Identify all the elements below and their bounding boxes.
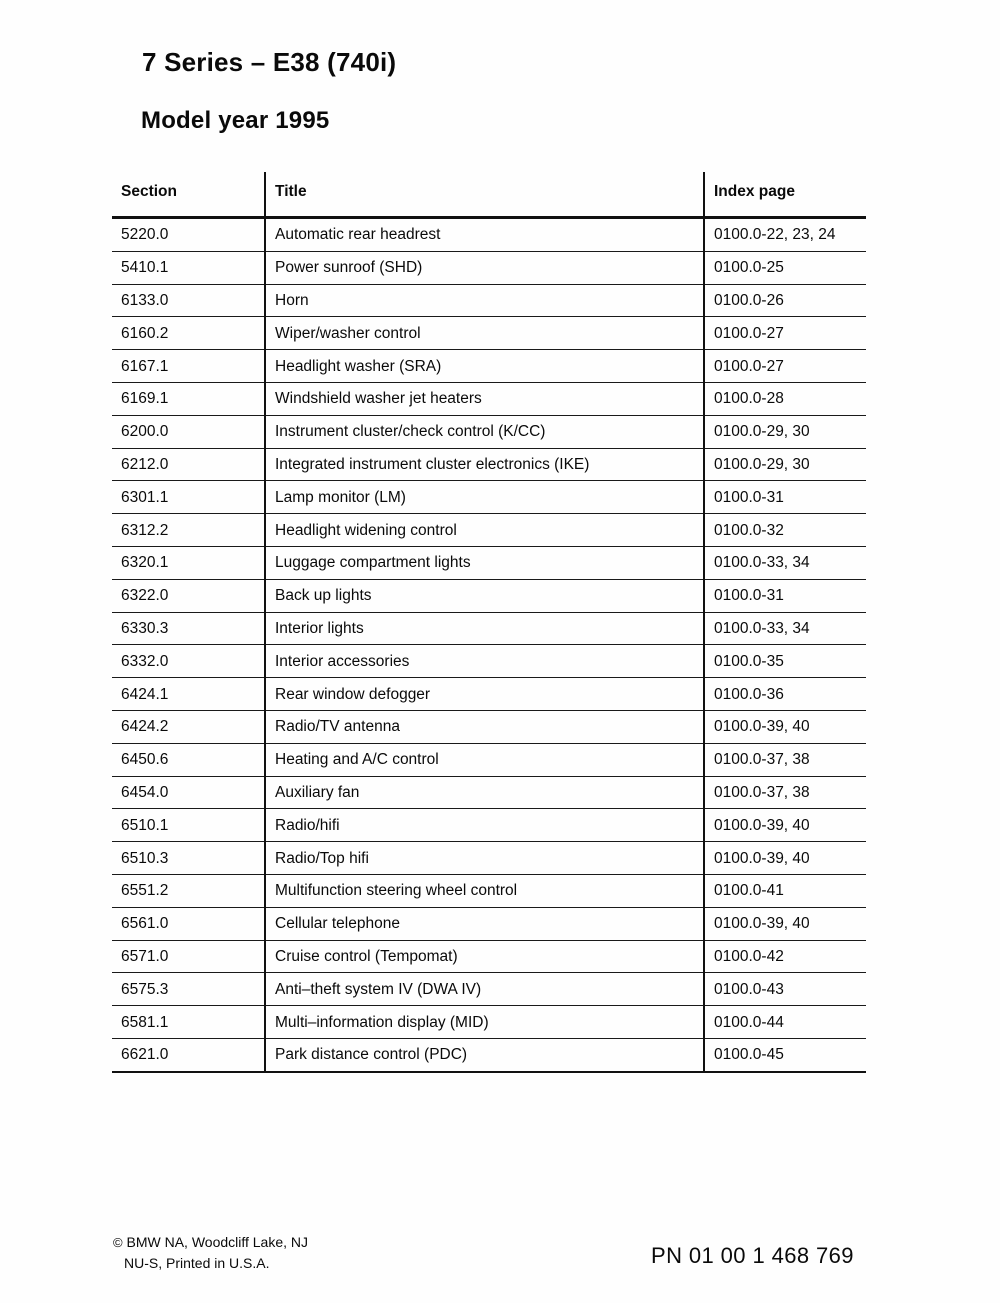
- cell-section: 6581.1: [112, 1006, 265, 1039]
- cell-section: 6551.2: [112, 874, 265, 907]
- cell-index-page: 0100.0-31: [704, 481, 866, 514]
- table-row: [112, 514, 866, 547]
- cell-title: Park distance control (PDC): [265, 1038, 704, 1071]
- cell-index-page: 0100.0-39, 40: [704, 710, 866, 743]
- cell-section: 6424.1: [112, 678, 265, 711]
- cell-section: 6571.0: [112, 940, 265, 973]
- table-row: [112, 776, 866, 809]
- cell-section: 6312.2: [112, 514, 265, 547]
- cell-section: 6169.1: [112, 382, 265, 415]
- cell-title: Radio/hifi: [265, 809, 704, 842]
- cell-title: Wiper/washer control: [265, 317, 704, 350]
- cell-title: Heating and A/C control: [265, 743, 704, 776]
- cell-title: Cruise control (Tempomat): [265, 940, 704, 973]
- cell-index-page: 0100.0-29, 30: [704, 448, 866, 481]
- cell-title: Luggage compartment lights: [265, 546, 704, 579]
- cell-section: 5410.1: [112, 251, 265, 284]
- table-row: [112, 973, 866, 1006]
- column-header-title: Title: [265, 172, 704, 218]
- cell-section: 6332.0: [112, 645, 265, 678]
- cell-index-page: 0100.0-25: [704, 251, 866, 284]
- table-row: [112, 579, 866, 612]
- cell-title: Horn: [265, 284, 704, 317]
- cell-section: 6510.3: [112, 842, 265, 875]
- column-header-section: Section: [112, 172, 265, 218]
- table-row: [112, 415, 866, 448]
- index-table: [112, 172, 866, 1073]
- cell-title: Windshield washer jet heaters: [265, 382, 704, 415]
- cell-section: 6330.3: [112, 612, 265, 645]
- cell-title: Rear window defogger: [265, 678, 704, 711]
- cell-index-page: 0100.0-28: [704, 382, 866, 415]
- cell-section: 6133.0: [112, 284, 265, 317]
- table-row: [112, 1006, 866, 1039]
- cell-index-page: 0100.0-31: [704, 579, 866, 612]
- cell-index-page: 0100.0-43: [704, 973, 866, 1006]
- document-title: 7 Series – E38 (740i): [142, 47, 397, 77]
- cell-index-page: 0100.0-39, 40: [704, 809, 866, 842]
- copyright-line-1: BMW NA, Woodcliff Lake, NJ: [126, 1234, 309, 1250]
- cell-section: 6575.3: [112, 973, 265, 1006]
- table-header-row: [112, 172, 866, 218]
- cell-index-page: 0100.0-27: [704, 350, 866, 383]
- cell-index-page: 0100.0-37, 38: [704, 743, 866, 776]
- table-row: [112, 448, 866, 481]
- column-header-index-page: Index page: [704, 172, 866, 218]
- table-row: [112, 382, 866, 415]
- copyright-icon: ©: [113, 1235, 123, 1250]
- table-row: [112, 940, 866, 973]
- table-row: [112, 546, 866, 579]
- cell-title: Back up lights: [265, 579, 704, 612]
- document-subtitle: Model year 1995: [141, 107, 330, 134]
- table-row: [112, 1038, 866, 1071]
- cell-index-page: 0100.0-33, 34: [704, 612, 866, 645]
- table-row: [112, 842, 866, 875]
- cell-section: 6160.2: [112, 317, 265, 350]
- part-number: PN 01 00 1 468 769: [651, 1243, 854, 1268]
- table-row: [112, 251, 866, 284]
- table-row: [112, 645, 866, 678]
- table-row: [112, 809, 866, 842]
- cell-index-page: 0100.0-45: [704, 1038, 866, 1071]
- cell-title: Radio/TV antenna: [265, 710, 704, 743]
- cell-section: 6424.2: [112, 710, 265, 743]
- cell-index-page: 0100.0-44: [704, 1006, 866, 1039]
- cell-title: Headlight widening control: [265, 514, 704, 547]
- cell-section: 6301.1: [112, 481, 265, 514]
- cell-index-page: 0100.0-27: [704, 317, 866, 350]
- table-row: [112, 612, 866, 645]
- cell-title: Radio/Top hifi: [265, 842, 704, 875]
- table-header: [112, 172, 866, 218]
- cell-title: Multifunction steering wheel control: [265, 874, 704, 907]
- cell-index-page: 0100.0-39, 40: [704, 907, 866, 940]
- cell-index-page: 0100.0-29, 30: [704, 415, 866, 448]
- cell-title: Automatic rear headrest: [265, 218, 704, 252]
- table-row: [112, 874, 866, 907]
- table-row: [112, 317, 866, 350]
- table-row: [112, 481, 866, 514]
- cell-section: 6320.1: [112, 546, 265, 579]
- cell-title: Integrated instrument cluster electronics (IKE): [265, 448, 704, 481]
- cell-index-page: 0100.0-39, 40: [704, 842, 866, 875]
- cell-title: Interior lights: [265, 612, 704, 645]
- cell-section: 6200.0: [112, 415, 265, 448]
- cell-title: Interior accessories: [265, 645, 704, 678]
- cell-title: Auxiliary fan: [265, 776, 704, 809]
- footer-copyright: [113, 1232, 308, 1273]
- cell-index-page: 0100.0-32: [704, 514, 866, 547]
- cell-title: Instrument cluster/check control (K/CC): [265, 415, 704, 448]
- cell-section: 6621.0: [112, 1038, 265, 1071]
- cell-index-page: 0100.0-37, 38: [704, 776, 866, 809]
- cell-title: Anti–theft system IV (DWA IV): [265, 973, 704, 1006]
- cell-index-page: 0100.0-42: [704, 940, 866, 973]
- cell-title: Lamp monitor (LM): [265, 481, 704, 514]
- cell-index-page: 0100.0-33, 34: [704, 546, 866, 579]
- cell-section: 6322.0: [112, 579, 265, 612]
- table-row: [112, 907, 866, 940]
- copyright-line-2: NU-S, Printed in U.S.A.: [124, 1254, 270, 1271]
- table-row: [112, 350, 866, 383]
- cell-title: Power sunroof (SHD): [265, 251, 704, 284]
- cell-title: Headlight washer (SRA): [265, 350, 704, 383]
- cell-section: 6450.6: [112, 743, 265, 776]
- table-row: [112, 678, 866, 711]
- cell-index-page: 0100.0-22, 23, 24: [704, 218, 866, 252]
- cell-section: 6510.1: [112, 809, 265, 842]
- cell-section: 6212.0: [112, 448, 265, 481]
- table-body: [112, 218, 866, 1072]
- table-row: [112, 284, 866, 317]
- cell-section: 6167.1: [112, 350, 265, 383]
- cell-title: Multi–information display (MID): [265, 1006, 704, 1039]
- cell-index-page: 0100.0-41: [704, 874, 866, 907]
- cell-index-page: 0100.0-36: [704, 678, 866, 711]
- table-row: [112, 743, 866, 776]
- cell-title: Cellular telephone: [265, 907, 704, 940]
- table-row: [112, 710, 866, 743]
- table-row: [112, 218, 866, 252]
- cell-section: 6454.0: [112, 776, 265, 809]
- cell-index-page: 0100.0-26: [704, 284, 866, 317]
- cell-section: 6561.0: [112, 907, 265, 940]
- cell-index-page: 0100.0-35: [704, 645, 866, 678]
- cell-section: 5220.0: [112, 218, 265, 252]
